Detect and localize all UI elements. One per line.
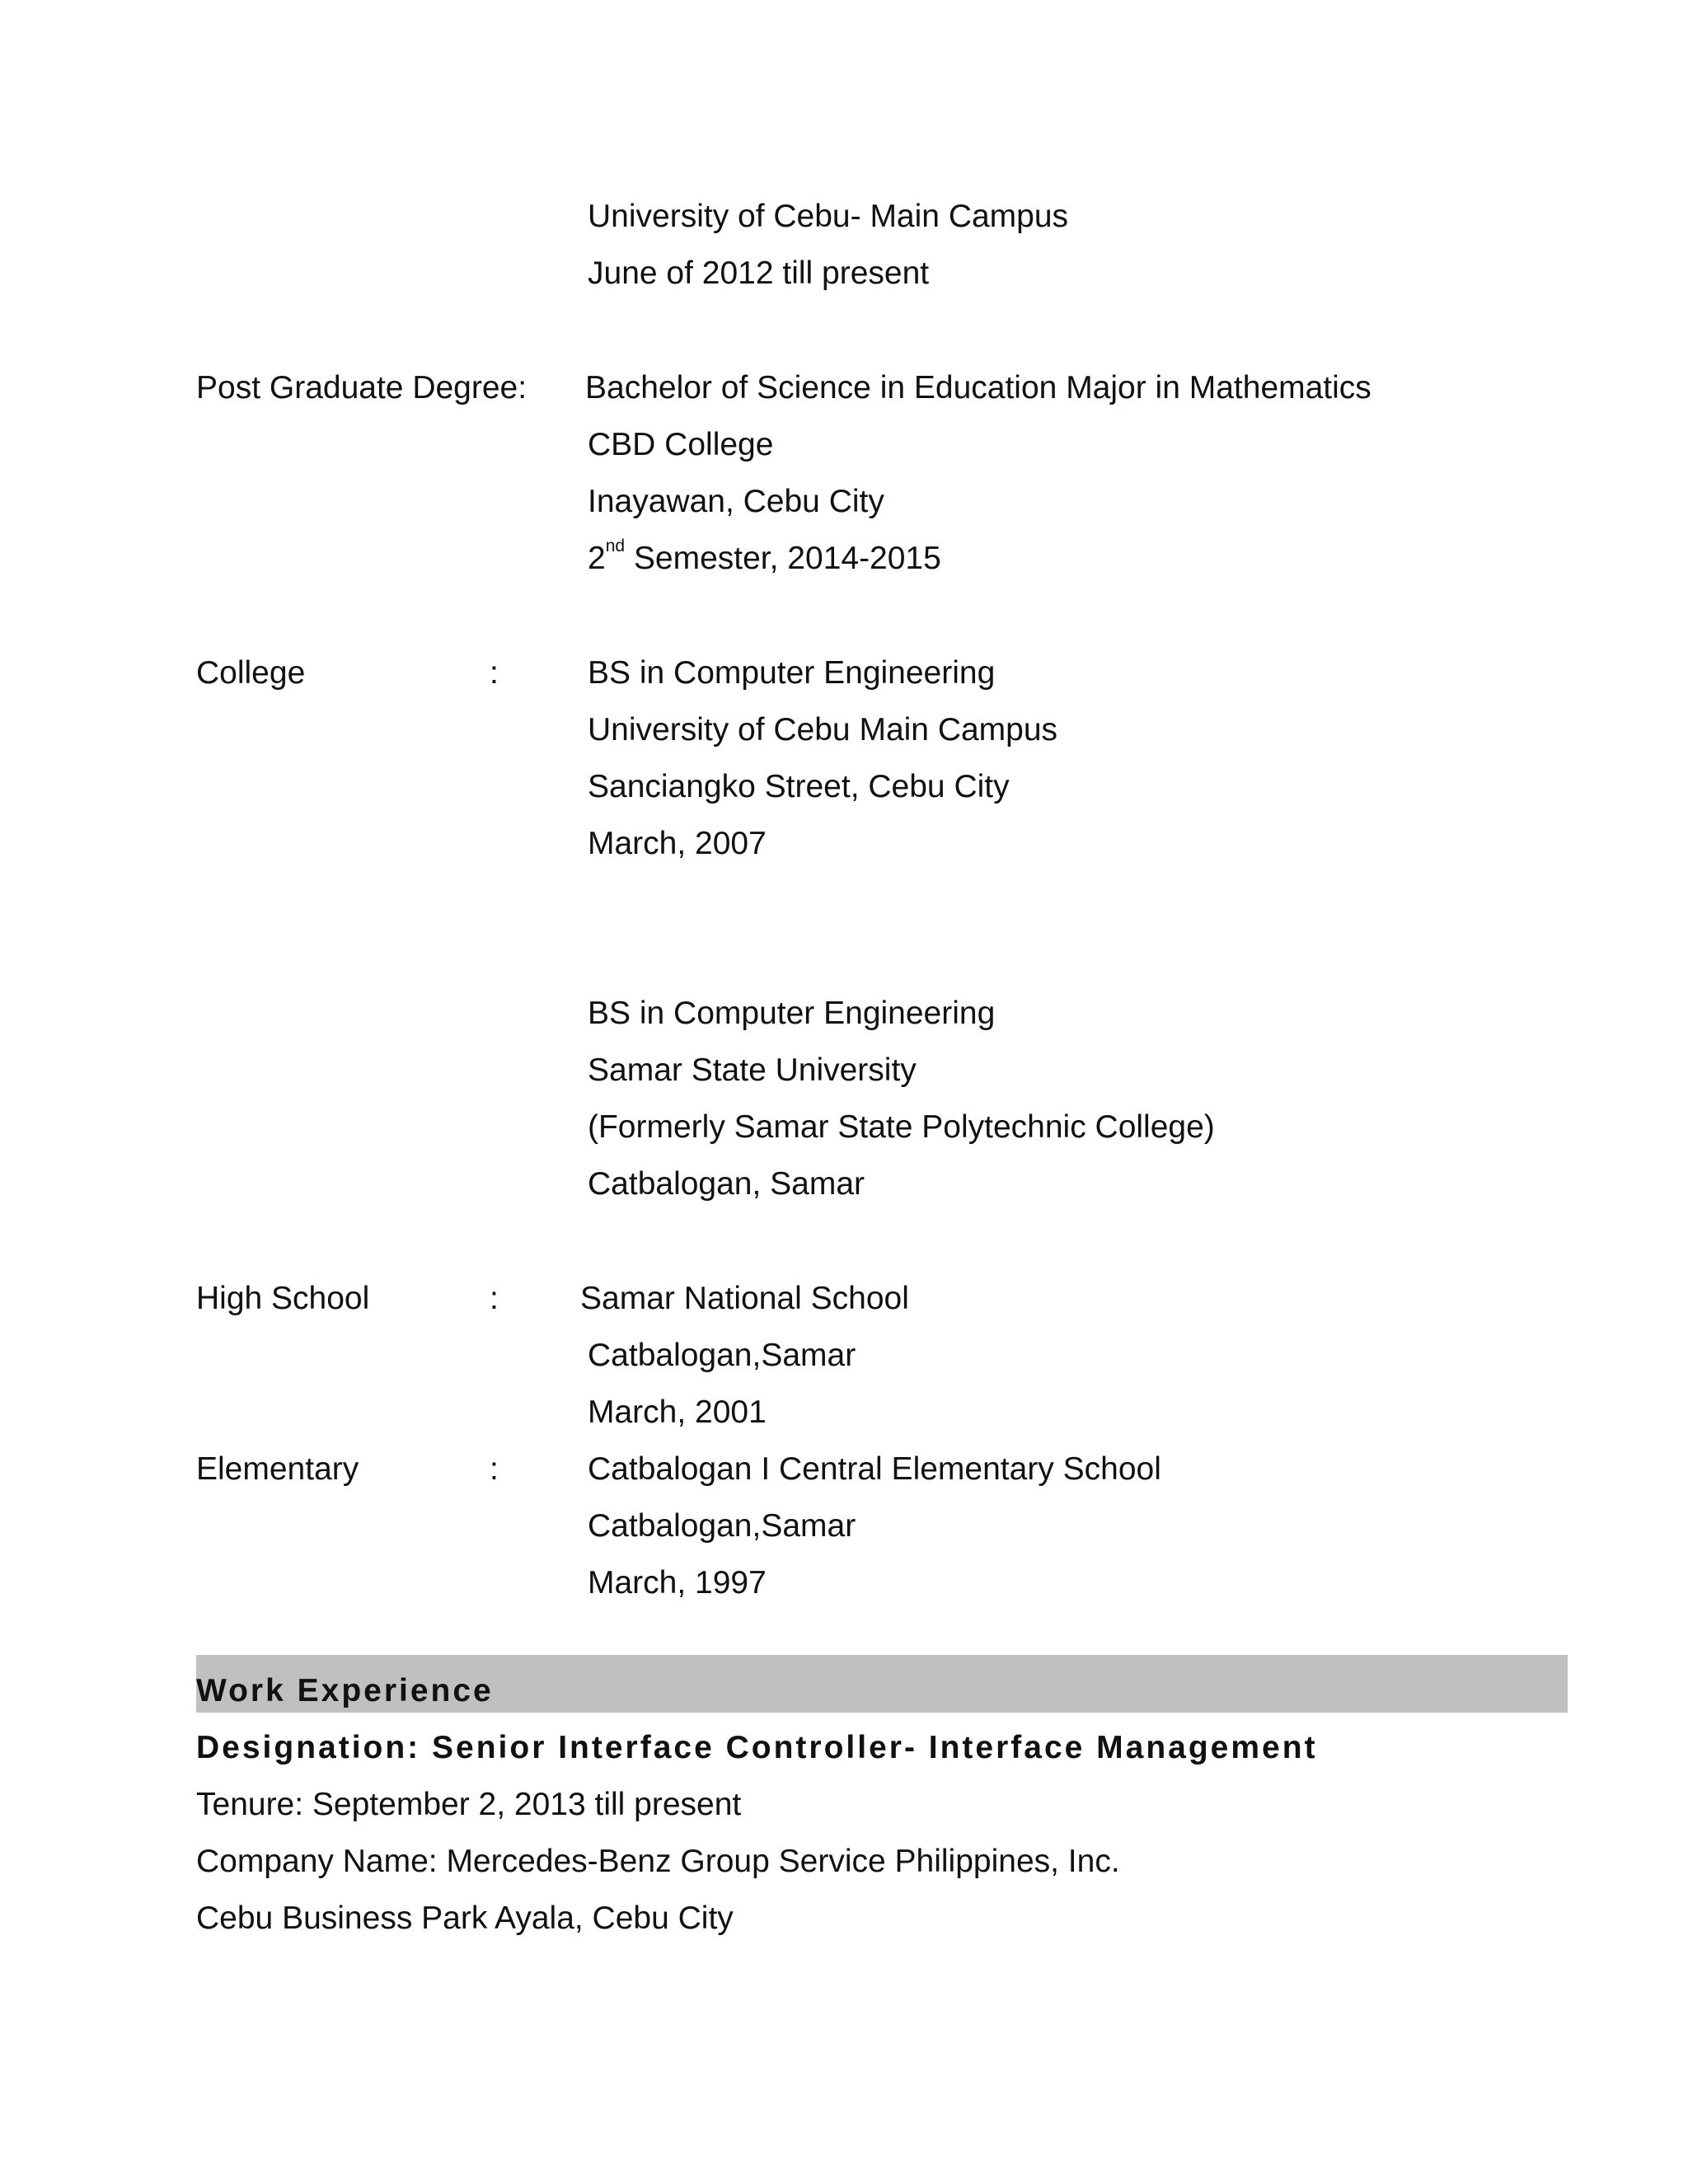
college-2-note: (Formerly Samar State Polytechnic College) xyxy=(588,1109,1215,1145)
post-graduate-degree: Bachelor of Science in Education Major in Mathematics xyxy=(585,370,1372,405)
company-name: Company Name: Mercedes-Benz Group Service Philippines, Inc. xyxy=(196,1844,1120,1879)
college-colon: : xyxy=(490,655,499,691)
college-2-degree: BS in Computer Engineering xyxy=(588,996,996,1031)
elementary-label: Elementary xyxy=(196,1451,359,1487)
college-2-location: Catbalogan, Samar xyxy=(588,1166,865,1202)
high-school-location: Catbalogan,Samar xyxy=(588,1338,856,1373)
company-address: Cebu Business Park Ayala, Cebu City xyxy=(196,1900,734,1936)
post-graduate-term xyxy=(588,537,941,576)
elementary-date: March, 1997 xyxy=(588,1565,767,1601)
college-2-school: Samar State University xyxy=(588,1052,917,1088)
elementary-school: Catbalogan I Central Elementary School xyxy=(588,1451,1161,1487)
high-school-colon: : xyxy=(490,1281,499,1316)
term-ordinal: nd xyxy=(605,537,626,555)
post-graduate-label: Post Graduate Degree: xyxy=(196,370,528,405)
college-1-date: March, 2007 xyxy=(588,826,767,861)
high-school-date: March, 2001 xyxy=(588,1394,767,1430)
term-text: Semester, 2014-2015 xyxy=(625,541,941,576)
high-school-label: High School xyxy=(196,1281,370,1316)
high-school-name: Samar National School xyxy=(580,1281,909,1316)
college-1-location: Sanciangko Street, Cebu City xyxy=(588,769,1010,804)
designation: Designation: Senior Interface Controller- Interface Management xyxy=(196,1730,1318,1765)
work-experience-heading: Work Experience xyxy=(196,1673,494,1708)
college-1-degree: BS in Computer Engineering xyxy=(588,655,996,691)
current-school: University of Cebu- Main Campus xyxy=(588,199,1069,234)
tenure: Tenure: September 2, 2013 till present xyxy=(196,1787,742,1822)
college-1-school: University of Cebu Main Campus xyxy=(588,712,1058,748)
elementary-colon: : xyxy=(490,1451,499,1487)
elementary-location: Catbalogan,Samar xyxy=(588,1508,856,1544)
post-graduate-location: Inayawan, Cebu City xyxy=(588,484,884,519)
college-label: College xyxy=(196,655,306,691)
current-period: June of 2012 till present xyxy=(588,255,930,291)
term-number: 2 xyxy=(588,541,606,576)
post-graduate-school: CBD College xyxy=(588,427,774,462)
